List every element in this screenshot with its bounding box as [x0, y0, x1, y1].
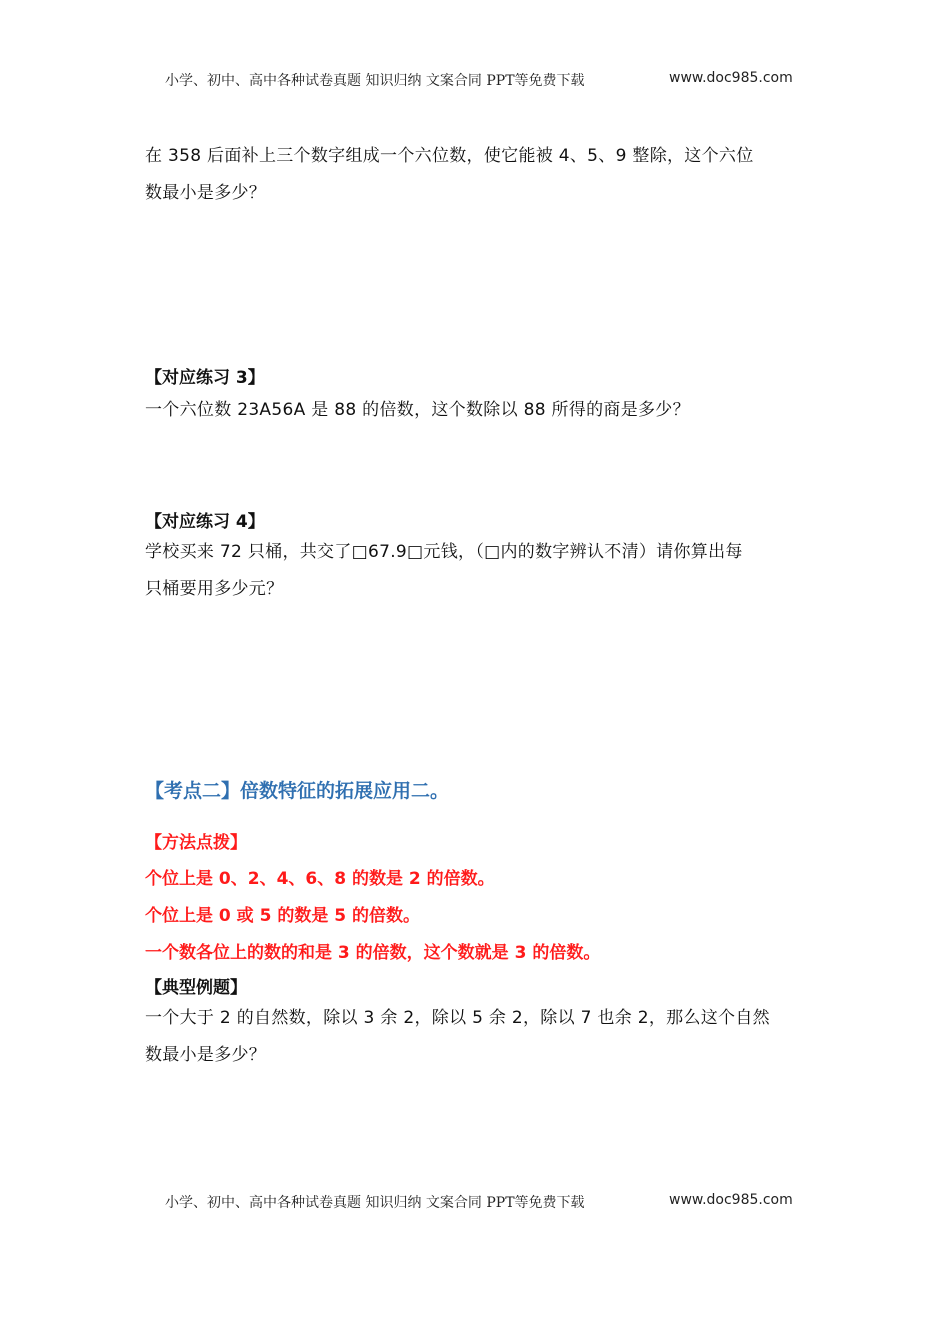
footer-url[interactable]: www.doc985.com [669, 1192, 793, 1208]
problem-intro [145, 138, 810, 212]
practice3-title: 【对应练习 3】 [145, 368, 265, 388]
practice4-title: 【对应练习 4】 [145, 512, 265, 532]
example-line1: 一个大于 2 的自然数，除以 3 余 2，除以 5 余 2，除以 7 也余 2，那么这个自然 [145, 1008, 770, 1028]
method-rule-2: 个位上是 0 或 5 的数是 5 的倍数。 [145, 906, 420, 926]
practice3-text [145, 392, 810, 429]
problem-intro-line1: 在 358 后面补上三个数字组成一个六位数，使它能被 4、5、9 整除，这个六位 [145, 146, 754, 166]
example-text [145, 1000, 810, 1074]
header-text: 小学、初中、高中各种试卷真题 知识归纳 文案合同 PPT等免费下载 [165, 73, 585, 89]
practice3-line: 一个六位数 23A56A 是 88 的倍数，这个数除以 88 所得的商是多少？ [145, 400, 690, 420]
method-title: 【方法点拨】 [145, 833, 247, 853]
footer-text: 小学、初中、高中各种试卷真题 知识归纳 文案合同 PPT等免费下载 [165, 1195, 585, 1211]
problem-intro-line2: 数最小是多少？ [145, 183, 267, 203]
method-rule-1: 个位上是 0、2、4、6、8 的数是 2 的倍数。 [145, 869, 495, 889]
header-url[interactable]: www.doc985.com [669, 70, 793, 86]
practice4-text [145, 534, 810, 608]
example-title: 【典型例题】 [145, 978, 247, 998]
method-rule-3: 一个数各位上的数的和是 3 的倍数，这个数就是 3 的倍数。 [145, 943, 601, 963]
example-line2: 数最小是多少？ [145, 1045, 267, 1065]
section2-title: 【考点二】倍数特征的拓展应用二。 [145, 780, 450, 802]
practice4-line1: 学校买来 72 只桶，共交了□67.9□元钱，（□内的数字辨认不清）请你算出每 [145, 542, 743, 562]
practice4-line2: 只桶要用多少元？ [145, 579, 284, 599]
